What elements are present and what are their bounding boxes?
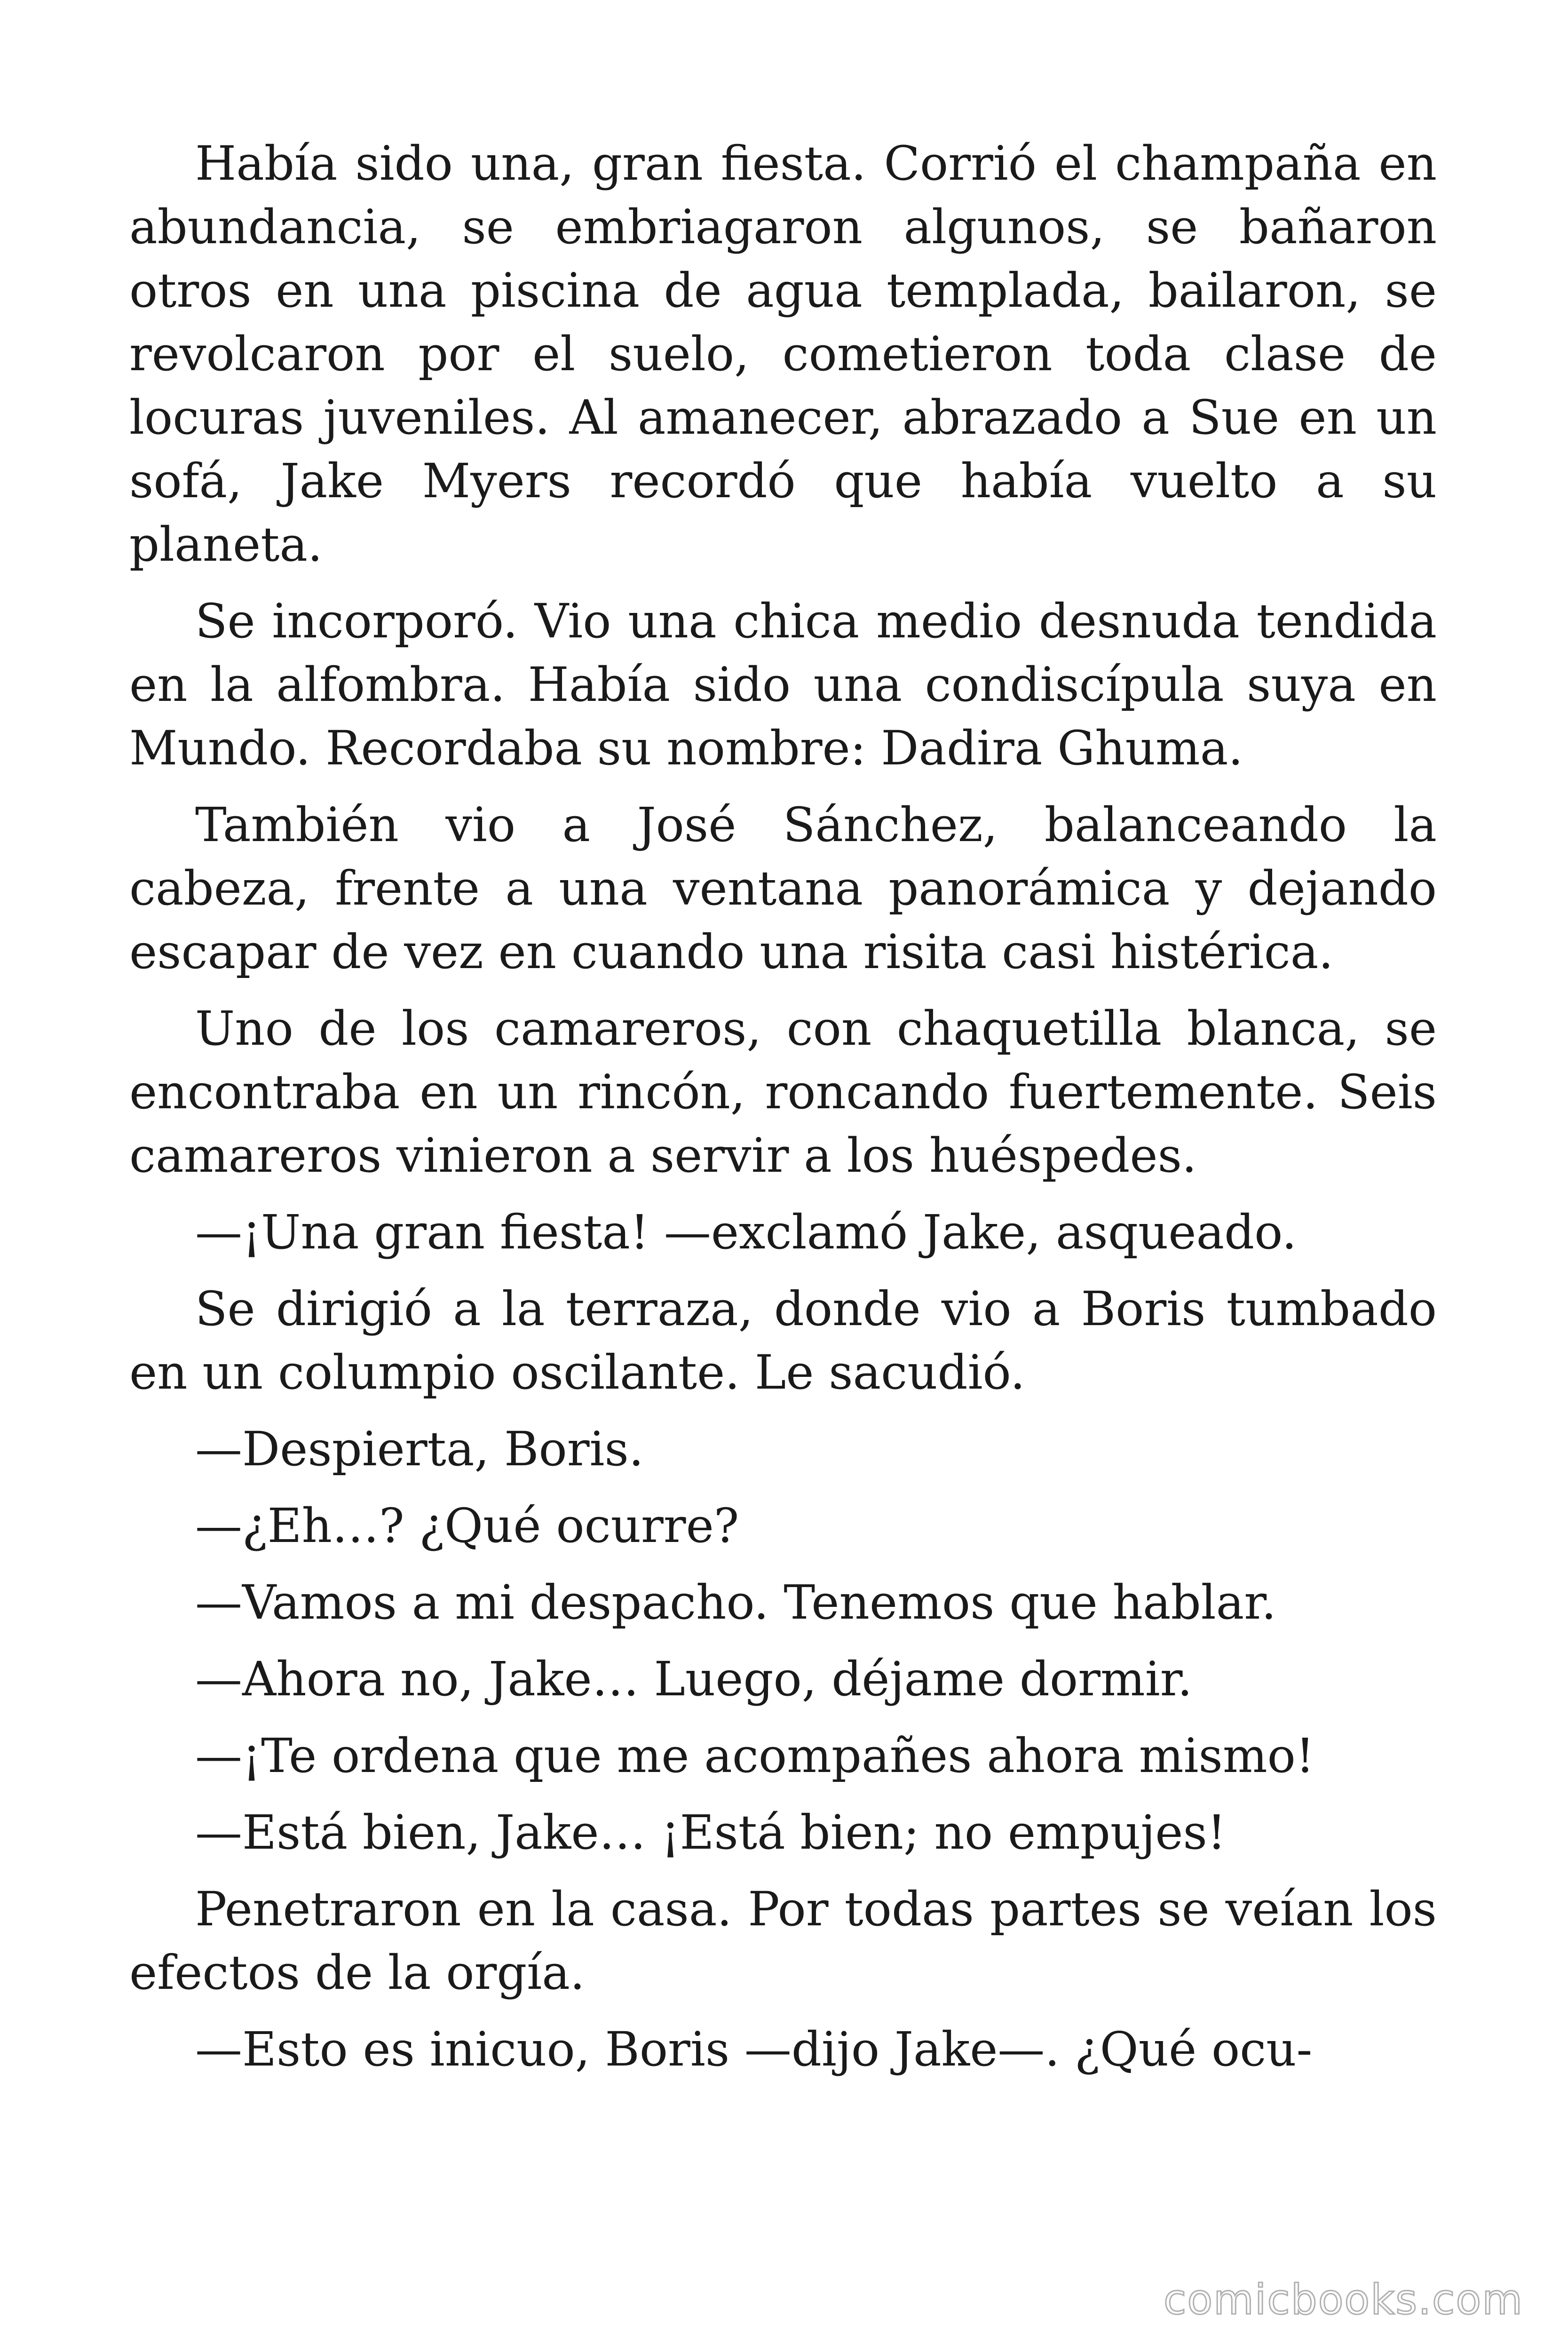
page-body-text (129, 132, 1437, 2094)
paragraph: Se dirigió a la terraza, donde vio a Boris tumbado en un columpio oscilante. Le sacudió. (129, 1281, 1437, 1400)
dialogue-line: —Esto es inicuo, Boris —dijo Jake—. ¿Qué ocu- (195, 2022, 1313, 2077)
paragraph: Había sido una, gran fiesta. Corrió el champaña en abundancia, se embriagaron algunos, se bañaron otros en una piscina de agua templada, bailaron, se revolcaron por el suelo, cometieron toda clase de locuras juveniles. Al amanecer, abrazado a Sue en un sofá, Jake Myers recordó que había vuelto a su planeta. (129, 136, 1437, 572)
dialogue-line: —Ahora no, Jake… Luego, déjame dormir. (195, 1652, 1193, 1707)
dialogue-line: —¡Te ordena que me acompañes ahora mismo! (195, 1728, 1315, 1783)
dialogue-line: —Está bien, Jake… ¡Está bien; no empujes! (195, 1805, 1226, 1860)
paragraph: También vio a José Sánchez, balanceando la cabeza, frente a una ventana panorámica y dejando escapar de vez en cuando una risita casi histérica. (129, 797, 1437, 979)
dialogue-line: —¡Una gran fiesta! —exclamó Jake, asqueado. (195, 1205, 1297, 1260)
dialogue-line: —Vamos a mi despacho. Tenemos que hablar. (195, 1575, 1276, 1630)
paragraph: Se incorporó. Vio una chica medio desnuda tendida en la alfombra. Había sido una condiscípula suya en Mundo. Recordaba su nombre: Dadira Ghuma. (129, 594, 1437, 776)
paragraph: Uno de los camareros, con chaquetilla blanca, se encontraba en un rincón, roncando fuertemente. Seis camareros vinieron a servir a los huéspedes. (129, 1001, 1437, 1183)
site-watermark: comicbooks.com (1163, 2275, 1523, 2324)
dialogue-line: —Despierta, Boris. (195, 1422, 644, 1477)
paragraph: Penetraron en la casa. Por todas partes se veían los efectos de la orgía. (129, 1882, 1437, 2000)
dialogue-line: —¿Eh…? ¿Qué ocurre? (195, 1498, 739, 1553)
